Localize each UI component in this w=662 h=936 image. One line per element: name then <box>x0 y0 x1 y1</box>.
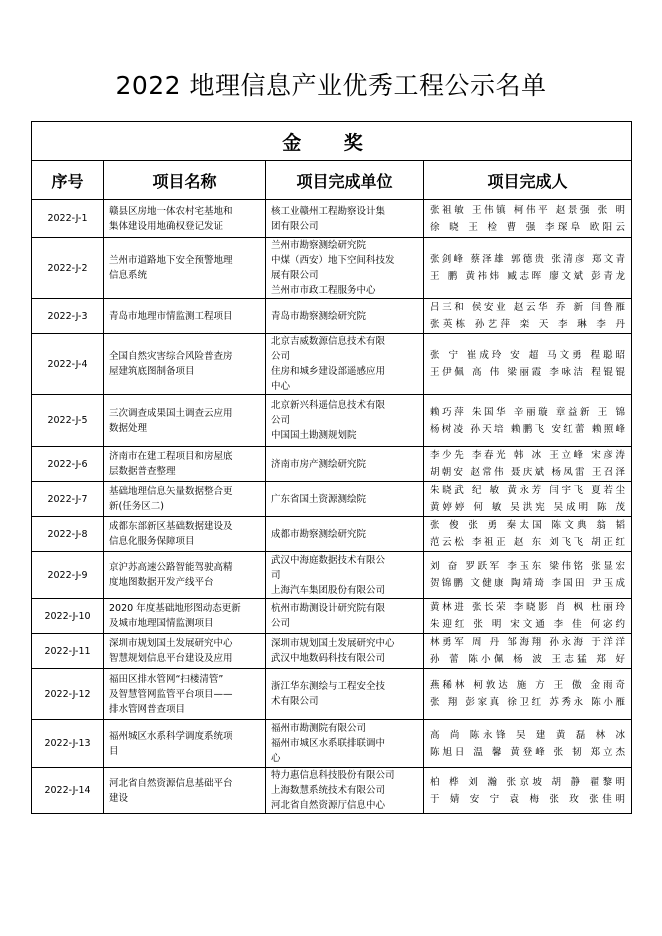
completion-unit-line: 成都市勘察测绘研究院 <box>271 528 367 540</box>
completion-people <box>424 238 632 299</box>
completion-people-line: 于 婧 安 宁 袁 梅 张 玫 张佳明 <box>430 793 625 805</box>
row-number-line: 2022-J-2 <box>47 262 88 274</box>
row-number <box>32 768 104 814</box>
completion-unit-line: 河北省自然资源厅信息中心 <box>271 800 386 811</box>
completion-unit <box>266 634 424 669</box>
completion-unit-line: 武汉中海庭数据技术有限公 <box>271 554 386 566</box>
completion-people-line: 陈旭日 温 馨 黄登峰 张 韧 郑立杰 <box>430 746 625 758</box>
completion-people-line: 张英栋 孙艺萍 栾 天 李 琳 李 丹 <box>430 319 625 330</box>
project-name <box>104 669 266 720</box>
completion-people-line: 赖巧萍 朱国华 辛丽璇 章益新 王 锦 <box>430 406 625 418</box>
completion-unit <box>266 395 424 447</box>
row-number <box>32 720 104 768</box>
completion-people-line: 刘 奋 罗跃军 李玉东 梁伟铭 张显宏 <box>430 561 625 572</box>
completion-unit-line: 兰州市勘察测绘研究院 <box>271 240 367 251</box>
completion-people <box>424 334 632 395</box>
completion-people <box>424 517 632 552</box>
completion-unit-line: 广东省国土资源测绘院 <box>271 493 367 505</box>
award-table <box>31 121 632 814</box>
project-name-line: 信息系统 <box>109 270 148 281</box>
table-row <box>32 517 632 552</box>
completion-unit <box>266 768 424 814</box>
completion-unit-line: 展有限公司 <box>271 270 319 281</box>
completion-unit <box>266 238 424 299</box>
completion-people-line: 王伊佩 高 伟 梁丽霞 李咏洁 程锟锟 <box>430 367 625 378</box>
completion-people <box>424 552 632 599</box>
completion-unit <box>266 599 424 634</box>
page-title: 2022 地理信息产业优秀工程公示名单 <box>115 71 547 100</box>
completion-people-line: 高 尚 陈永锋 吴 建 黄 磊 林 冰 <box>430 729 625 741</box>
project-name <box>104 634 266 669</box>
header-people: 项目完成人 <box>424 161 632 200</box>
completion-people-line: 柏 桦 刘 瀚 张京坡 胡 静 翟黎明 <box>430 776 625 788</box>
project-name-line: 屋建筑底图制备项目 <box>109 366 195 377</box>
completion-people-line: 张 宁 崔成玲 安 超 马文勇 程聪昭 <box>430 350 625 361</box>
project-name <box>104 395 266 447</box>
completion-unit-line: 深圳市规划国土发展研究中心 <box>271 638 395 649</box>
project-name-line: 集体建设用地确权登记发证 <box>109 220 224 232</box>
table-row <box>32 334 632 395</box>
completion-unit-line: 上海汽车集团股份有限公司 <box>271 584 386 596</box>
project-name-line: 全国自然灾害综合风险普查房 <box>109 351 233 362</box>
project-name <box>104 720 266 768</box>
completion-people-line: 张 翔 彭家真 徐卫红 苏秀永 陈小雁 <box>430 697 625 708</box>
table-row <box>32 634 632 669</box>
project-name <box>104 482 266 517</box>
row-number <box>32 552 104 599</box>
table-row <box>32 720 632 768</box>
table-row <box>32 552 632 599</box>
project-name <box>104 200 266 238</box>
row-number-line: 2022-J-3 <box>47 310 88 322</box>
completion-unit-line: 北京新兴科遥信息技术有限 <box>271 400 386 411</box>
row-number-line: 2022-J-10 <box>44 610 91 622</box>
project-name-line: 基础地理信息矢量数据整合更 <box>109 486 233 497</box>
completion-unit-line: 浙江华东测绘与工程安全技 <box>271 681 386 692</box>
project-name-line: 济南市在建工程项目和房屋底 <box>109 451 233 462</box>
project-name <box>104 517 266 552</box>
completion-unit-line: 团有限公司 <box>271 220 319 232</box>
project-name-line: 目 <box>109 745 119 757</box>
project-name <box>104 599 266 634</box>
completion-unit-line: 核工业赣州工程勘察设计集 <box>271 205 386 217</box>
completion-people-line: 林勇军 周 丹 邹海翔 孙永海 于洋洋 <box>430 637 625 648</box>
completion-unit-line: 公司 <box>271 618 291 629</box>
completion-people-line: 黄婷婷 何 敏 吴洪宪 吴成明 陈 茂 <box>430 502 625 513</box>
completion-people-line: 范云松 李祖正 赵 东 刘飞飞 胡正红 <box>430 537 625 548</box>
completion-people <box>424 482 632 517</box>
row-number-line: 2022-J-7 <box>47 493 88 505</box>
completion-people-line: 朱晓武 纪 敏 黄永芳 闫宇飞 夏若尘 <box>430 485 625 496</box>
row-number <box>32 669 104 720</box>
completion-people-line: 张 俊 张 勇 秦太国 陈文典 翁 韬 <box>430 520 625 531</box>
completion-unit-line: 武汉中地数码科技有限公司 <box>271 653 386 664</box>
completion-unit-line: 福州市城区水系联排联调中 <box>271 738 386 749</box>
completion-people-line: 黄林进 张长荣 李晓影 肖 枫 杜丽玲 <box>430 602 625 613</box>
project-name-line: 福州城区水系科学调度系统项 <box>109 730 233 742</box>
table-row <box>32 482 632 517</box>
table-row <box>32 447 632 482</box>
completion-unit-line: 杭州市勘测设计研究院有限 <box>271 603 386 614</box>
project-name-line: 信息化服务保障项目 <box>109 536 195 547</box>
project-name-line: 智慧规划信息平台建设及应用 <box>109 653 233 664</box>
completion-people <box>424 299 632 334</box>
row-number-line: 2022-J-13 <box>44 738 91 749</box>
completion-people-line: 张祖敏 王伟镇 柯伟平 赵景强 张 明 <box>430 204 625 216</box>
completion-unit-line: 上海数慧系统技术有限公司 <box>271 785 386 796</box>
row-number <box>32 238 104 299</box>
completion-unit-line: 青岛市勘察测绘研究院 <box>271 310 367 322</box>
completion-people-line: 杨树凌 孙天培 赖鹏飞 安红蕾 赖照峰 <box>430 423 625 435</box>
completion-unit <box>266 200 424 238</box>
project-name <box>104 447 266 482</box>
project-name-line: 及智慧管网监管平台项目—— <box>109 688 233 700</box>
row-number <box>32 299 104 334</box>
project-name-line: 建设 <box>109 792 129 804</box>
row-number <box>32 599 104 634</box>
completion-people <box>424 447 632 482</box>
completion-unit <box>266 299 424 334</box>
project-name-line: 深圳市规划国土发展研究中心 <box>109 638 233 649</box>
completion-unit-line: 司 <box>271 569 281 581</box>
table-row <box>32 599 632 634</box>
completion-unit-line: 济南市房产测绘研究院 <box>271 458 367 470</box>
completion-unit-line: 术有限公司 <box>271 696 319 707</box>
project-name <box>104 238 266 299</box>
project-name-line: 兰州市道路地下安全预警地理 <box>109 255 233 266</box>
completion-people <box>424 768 632 814</box>
completion-people-line: 张剑峰 蔡泽雄 郭德贵 张清彦 郑文青 <box>430 254 625 265</box>
completion-people-line: 燕稀林 柯敦达 施 方 王 傲 金雨奇 <box>430 680 625 691</box>
table-row <box>32 200 632 238</box>
table-row <box>32 768 632 814</box>
completion-unit-line: 中心 <box>271 381 291 392</box>
header-num: 序号 <box>32 161 104 200</box>
project-name-line: 河北省自然资源信息基础平台 <box>109 777 233 789</box>
completion-people <box>424 200 632 238</box>
completion-people <box>424 669 632 720</box>
completion-unit <box>266 517 424 552</box>
completion-unit-line: 特力惠信息科技股份有限公司 <box>271 770 395 781</box>
row-number-line: 2022-J-8 <box>47 528 88 540</box>
completion-people-line: 胡朝安 赵常伟 聂庆斌 杨凤雷 王召泽 <box>430 467 625 478</box>
completion-unit-line: 公司 <box>271 351 291 362</box>
completion-people <box>424 395 632 447</box>
project-name-line: 福田区排水管网“扫楼清管” <box>109 673 224 685</box>
table-row <box>32 395 632 447</box>
completion-people-line: 徐 晓 王 检 曹 强 李琛阜 欧阳云 <box>430 221 625 233</box>
completion-unit-line: 福州市勘测院有限公司 <box>271 723 367 734</box>
completion-unit <box>266 720 424 768</box>
completion-unit <box>266 334 424 395</box>
project-name-line: 及城市地理国情监测项目 <box>109 618 214 629</box>
completion-people-line: 朱迎红 张 明 宋文通 李 佳 何宓约 <box>430 619 625 630</box>
row-number-line: 2022-J-1 <box>47 213 88 224</box>
project-name-line: 青岛市地理市情监测工程项目 <box>109 310 233 322</box>
header-name: 项目名称 <box>104 161 266 200</box>
project-name-line: 数据处理 <box>109 422 148 434</box>
row-number-line: 2022-J-6 <box>47 458 88 470</box>
project-name <box>104 299 266 334</box>
project-name <box>104 768 266 814</box>
completion-people <box>424 634 632 669</box>
completion-unit-line: 北京吉威数源信息技术有限 <box>271 336 386 347</box>
row-number <box>32 482 104 517</box>
project-name-line: 新(任务区二) <box>109 501 164 512</box>
row-number-line: 2022-J-11 <box>44 645 91 657</box>
completion-unit-line: 兰州市市政工程服务中心 <box>271 285 376 296</box>
row-number-line: 2022-J-9 <box>47 569 88 581</box>
row-number-line: 2022-J-14 <box>44 785 91 796</box>
row-number-line: 2022-J-12 <box>44 688 91 700</box>
row-number <box>32 334 104 395</box>
completion-people-line: 孙 蕾 陈小佩 杨 波 王志猛 郑 好 <box>430 654 625 665</box>
project-name-line: 2020 年度基础地形图动态更新 <box>109 603 241 614</box>
completion-unit <box>266 669 424 720</box>
project-name-line: 排水管网普查项目 <box>109 703 186 715</box>
completion-unit-line: 公司 <box>271 415 291 426</box>
completion-unit <box>266 447 424 482</box>
project-name <box>104 334 266 395</box>
completion-people-line: 王 鹏 黄祎炜 臧志晖 廖文斌 彭青龙 <box>430 271 625 282</box>
project-name-line: 层数据普查整理 <box>109 466 176 477</box>
completion-people <box>424 599 632 634</box>
row-number <box>32 634 104 669</box>
completion-people-line: 吕三和 侯安业 赵云华 乔 新 闫鲁雁 <box>430 302 625 313</box>
project-name-line: 成都东部新区基础数据建设及 <box>109 521 233 532</box>
row-number <box>32 517 104 552</box>
project-name-line: 京沪苏高速公路智能驾驶高精 <box>109 562 233 573</box>
completion-people-line: 贺锦鹏 文健康 陶靖琦 李国田 尹玉成 <box>430 578 625 589</box>
completion-people <box>424 720 632 768</box>
project-name <box>104 552 266 599</box>
completion-unit <box>266 552 424 599</box>
completion-unit-line: 住房和城乡建设部遥感应用 <box>271 366 386 377</box>
project-name-line: 赣县区房地一体农村宅基地和 <box>109 205 233 217</box>
completion-unit-line: 心 <box>271 753 281 764</box>
row-number-line: 2022-J-4 <box>47 358 88 370</box>
completion-unit <box>266 482 424 517</box>
completion-unit-line: 中煤（西安）地下空间科技发 <box>271 255 395 266</box>
completion-people-line: 李少先 李春光 韩 冰 王立峰 宋彦涛 <box>430 450 625 461</box>
row-number <box>32 395 104 447</box>
row-number <box>32 200 104 238</box>
project-name-line: 度地图数据开发产线平台 <box>109 577 214 588</box>
table-row <box>32 238 632 299</box>
project-name-line: 三次调查成果国土调查云应用 <box>109 407 233 419</box>
row-number-line: 2022-J-5 <box>47 415 88 426</box>
completion-unit-line: 中国国土勘测规划院 <box>271 430 357 441</box>
award-heading: 金 奖 <box>32 122 632 161</box>
table-row <box>32 299 632 334</box>
table-body <box>32 200 632 814</box>
header-unit: 项目完成单位 <box>266 161 424 200</box>
row-number <box>32 447 104 482</box>
table-row <box>32 669 632 720</box>
